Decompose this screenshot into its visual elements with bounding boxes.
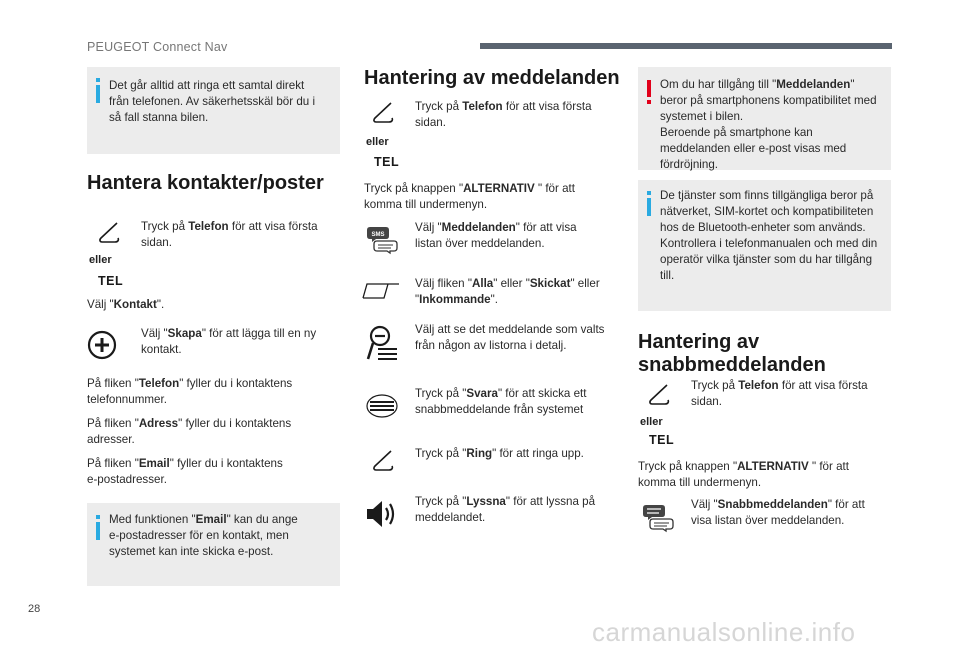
text: " för att <box>827 498 865 511</box>
phone-handset-icon <box>98 221 120 243</box>
step-call <box>415 446 615 462</box>
info-box-email <box>87 503 340 586</box>
step-listen <box>415 494 615 526</box>
text: Tryck på " <box>415 447 467 460</box>
info-icon <box>96 85 100 103</box>
text: " för att lyssna på <box>505 495 596 508</box>
info-line: så fall stanna bilen. <box>109 111 209 124</box>
text: På fliken " <box>87 457 139 470</box>
text-bold: Snabbmeddelanden <box>717 498 828 511</box>
header-brand: PEUGEOT Connect Nav <box>87 40 228 54</box>
para-options <box>638 459 888 491</box>
text: " för att lägga till en ny <box>201 327 317 340</box>
text: visa listan över meddelanden. <box>691 514 845 527</box>
text: e-postadresser för en kontakt, men <box>109 529 289 542</box>
para-adress <box>87 416 337 448</box>
tel-label: TEL <box>649 433 675 447</box>
para-options <box>364 181 614 213</box>
text-bold: Kontakt <box>113 298 157 311</box>
text-bold: Telefon <box>738 379 779 392</box>
text-bold: Svara <box>466 387 498 400</box>
speaker-icon <box>366 499 400 529</box>
text: sidan. <box>141 236 172 249</box>
text-bold: Inkommande <box>419 293 491 306</box>
svg-text:SMS: SMS <box>371 232 385 238</box>
text: beror på smartphonens kompatibilitet med <box>660 94 877 107</box>
text: " eller <box>570 277 600 290</box>
text: nätverket, SIM-kortet och kompatibiliteten <box>660 205 874 218</box>
sms-bubble-icon <box>366 225 398 253</box>
info-box-call-safety <box>87 67 340 154</box>
text: " fyller du i kontaktens <box>179 377 293 390</box>
text: operatör vilka tjänster som du har tillgång <box>660 253 873 266</box>
header-bar <box>480 43 892 49</box>
text-bold: Adress <box>138 417 179 430</box>
heading-quick-messages <box>638 331 826 377</box>
step-quick-messages <box>691 497 891 529</box>
list-detail-icon <box>366 325 398 363</box>
para-telefon <box>87 376 337 408</box>
text: för att visa första <box>778 379 868 392</box>
text-bold: Telefon <box>138 377 180 390</box>
phone-handset-icon <box>648 383 670 405</box>
heading-messages: Hantering av meddelanden <box>364 67 620 89</box>
plus-circle-icon <box>87 330 117 360</box>
tel-label: TEL <box>98 274 124 288</box>
step-create <box>141 326 341 358</box>
text-bold: Email <box>138 457 170 470</box>
text: sidan. <box>691 395 722 408</box>
text: snabbmeddelande från systemet <box>415 403 584 416</box>
text: " kan du ange <box>226 513 298 526</box>
text: " fyller du i kontaktens <box>178 417 292 430</box>
text: På fliken " <box>87 377 139 390</box>
text: På fliken " <box>87 417 139 430</box>
text-bold: Telefon <box>188 220 229 233</box>
text-bold: Skickat <box>529 277 571 290</box>
text: De tjänster som finns tillgängliga beror på <box>660 189 874 202</box>
warning-icon <box>647 80 651 97</box>
text: telefonnummer. <box>87 393 167 406</box>
text: hos de Bluetooth-enheter som används. <box>660 221 866 234</box>
info-box-services <box>638 180 891 311</box>
info-line: Det går alltid att ringa ett samtal direkt <box>109 79 305 92</box>
text-bold: ALTERNATIV <box>463 182 535 195</box>
text: ". <box>156 298 165 311</box>
text: Välj " <box>691 498 718 511</box>
text: ". <box>490 293 498 306</box>
text: " <box>415 293 420 306</box>
tel-label: TEL <box>374 155 400 169</box>
text: Tryck på " <box>415 387 467 400</box>
text: listan över meddelanden. <box>415 237 545 250</box>
text: komma till undermenyn. <box>638 476 762 489</box>
step-detail <box>415 322 615 354</box>
text: systemet i bilen. <box>660 110 744 123</box>
text: meddelandet. <box>415 511 486 524</box>
text: Välj fliken " <box>415 277 472 290</box>
text-bold: Email <box>195 513 227 526</box>
text: meddelanden eller e-post visas med <box>660 142 847 155</box>
eller-label: eller <box>640 416 663 428</box>
text-bold: Meddelanden <box>776 78 851 91</box>
text-bold: Telefon <box>462 100 503 113</box>
text: systemet kan inte skicka e-post. <box>109 545 274 558</box>
step-tabs <box>415 276 615 308</box>
text: för att visa första <box>228 220 318 233</box>
text: fördröjning. <box>660 158 719 171</box>
text-bold: Ring <box>466 447 493 460</box>
text: Beroende på smartphone kan <box>660 126 813 139</box>
info-line: från telefonen. Av säkerhetsskäl bör du i <box>109 95 316 108</box>
text-bold: Meddelanden <box>441 221 516 234</box>
text: " för att visa <box>515 221 577 234</box>
page-number: 28 <box>28 603 41 615</box>
eller-label: eller <box>366 136 389 148</box>
text: " <box>850 78 855 91</box>
text: Tryck på knappen " <box>638 460 738 473</box>
text: " för att <box>808 460 849 473</box>
text: Med funktionen " <box>109 513 196 526</box>
text: adresser. <box>87 433 135 446</box>
text: komma till undermenyn. <box>364 198 488 211</box>
tab-folder-icon <box>362 282 400 300</box>
text: kontakt. <box>141 343 182 356</box>
text-bold: ALTERNATIV <box>737 460 809 473</box>
step-telefon <box>415 99 615 131</box>
text: från någon av listorna i detalj. <box>415 339 567 352</box>
watermark: carmanualsonline.info <box>592 617 856 647</box>
text: Välj " <box>415 221 442 234</box>
text: " för att ringa upp. <box>492 447 584 460</box>
text: Välj att se det meddelande som valts <box>415 323 605 336</box>
text: " fyller du i kontaktens <box>169 457 283 470</box>
text: " för att <box>534 182 575 195</box>
text: Välj " <box>87 298 114 311</box>
phone-handset-icon <box>372 101 394 123</box>
text-bold: Alla <box>471 277 494 290</box>
text: e-postadresser. <box>87 473 167 486</box>
text: Tryck på knappen " <box>364 182 464 195</box>
step-telefon <box>141 219 341 251</box>
step-telefon <box>691 378 891 410</box>
text: Tryck på <box>691 379 739 392</box>
step-reply <box>415 386 615 418</box>
heading-contacts: Hantera kontakter/poster <box>87 172 324 194</box>
text: Om du har tillgång till " <box>660 78 777 91</box>
text: för att visa första <box>502 100 592 113</box>
text: sidan. <box>415 116 446 129</box>
text: " eller " <box>493 277 530 290</box>
text: Välj " <box>141 327 168 340</box>
text-bold: Skapa <box>167 327 202 340</box>
text: till. <box>660 269 675 282</box>
phone-handset-icon <box>372 449 394 471</box>
text: Tryck på " <box>415 495 467 508</box>
text: Kontrollera i telefonmanualen och med din <box>660 237 878 250</box>
text: Hantering av <box>638 331 760 353</box>
text: Tryck på <box>415 100 463 113</box>
quick-message-icon <box>642 503 674 531</box>
text: " för att skicka ett <box>497 387 587 400</box>
text-bold: Lyssna <box>466 495 506 508</box>
text: snabbmeddelanden <box>638 354 826 376</box>
choose-contact <box>87 297 164 313</box>
para-email <box>87 456 337 488</box>
step-messages <box>415 220 615 252</box>
menu-lines-icon <box>366 394 398 418</box>
warning-box-messages <box>638 67 891 170</box>
text: Tryck på <box>141 220 189 233</box>
info-icon <box>647 198 651 216</box>
eller-label: eller <box>89 254 112 266</box>
info-icon <box>96 522 100 540</box>
